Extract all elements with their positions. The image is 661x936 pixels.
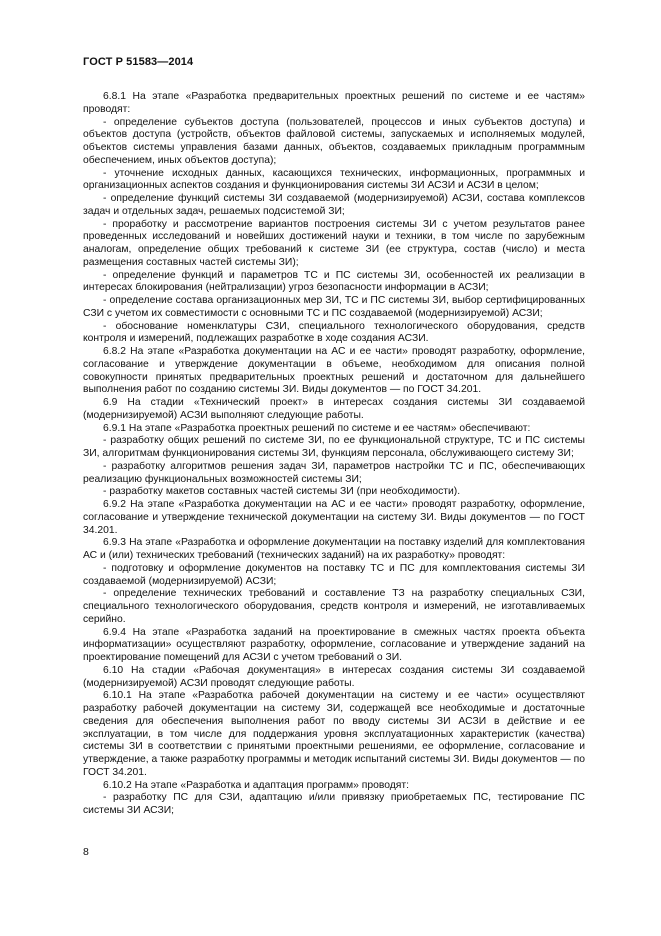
- paragraph: - разработку макетов составных частей системы ЗИ (при необходимости).: [103, 486, 461, 498]
- paragraph: - определение субъектов доступа (пользователей, процессов и иных субъектов доступа) и объектов доступа (устройств, объектов файловой системы, запускаемых и исполняемых модулей, объектов системы управления базами данных, объектов, создаваемых прикладным программным обеспечением, иных объектов доступа);: [83, 116, 585, 166]
- paragraph: - определение функций системы ЗИ создаваемой (модернизируемой) АСЗИ, состава комплексов задач и отдельных задач, решаемых подсистемой ЗИ;: [83, 193, 585, 217]
- paragraph: 6.9.4 На этапе «Разработка заданий на проектирование в смежных частях проекта объекта информатизации» осуществляют разработку, оформление, согласование и утверждение заданий на проектирование помещений для АСЗИ с учетом требований о ЗИ.: [83, 626, 585, 663]
- paragraph: 6.10.1 На этапе «Разработка рабочей документации на систему и ее части» осуществляют разработку рабочей документации на систему ЗИ, содержащей все необходимые и достаточные сведения для обеспечения выполнения работ по вводу системы ЗИ АСЗИ в действие и ее эксплуатации, в том числе для поддержания уровня эксплуатационных характеристик (качества) системы ЗИ в соответствии с принятыми проектными решениями, ее оформление, согласование и утверждение, а также разработку программы и методик испытаний системы ЗИ. Виды документов — по ГОСТ 34.201.: [83, 690, 585, 778]
- paragraph: - подготовку и оформление документов на поставку ТС и ПС для комплектования системы ЗИ создаваемой (модернизируемой) АСЗИ;: [83, 562, 585, 587]
- paragraph: - уточнение исходных данных, касающихся технических, информационных, программных и организационных аспектов создания и функционирования системы ЗИ АСЗИ и АСЗИ в целом;: [83, 167, 585, 192]
- paragraph: - обоснование номенклатуры СЗИ, специального технологического оборудования, средств контроля и измерений, подлежащих разработке в ходе создания АСЗИ.: [83, 320, 585, 345]
- paragraph: - разработку алгоритмов решения задач ЗИ, параметров настройки ТС и ПС, обеспечивающих реализацию функциональных возможностей системы ЗИ;: [83, 460, 585, 485]
- paragraph: - проработку и рассмотрение вариантов построения системы ЗИ с учетом результатов ранее проведенных исследований и новейших достижений науки и техники, в том числе по зарубежным аналогам, определение общих требований к системе ЗИ (ее структура, состав (число) и места размещения составных частей системы ЗИ);: [83, 218, 585, 268]
- page-number: 8: [83, 846, 89, 858]
- paragraph: - определение состава организационных мер ЗИ, ТС и ПС системы ЗИ, выбор сертифицированных СЗИ с учетом их совместимости с основными ТС и ПС создаваемой (модернизируемой) АСЗИ;: [83, 295, 585, 319]
- paragraph: - разработку общих решений по системе ЗИ, по ее функциональной структуре, ТС и ПС системы ЗИ, алгоритмам функционирования системы ЗИ, функциям персонала, обслуживающего систему ЗИ;: [83, 435, 585, 459]
- paragraph: 6.8.1 На этапе «Разработка предварительных проектных решений по системе и ее частям» проводят:: [83, 91, 585, 115]
- paragraph: - определение функций и параметров ТС и ПС системы ЗИ, особенностей их реализации в интересах блокирования (нейтрализации) угроз безопасности информации в АСЗИ;: [83, 269, 585, 294]
- paragraph: - определение технических требований и составление ТЗ на разработку специальных СЗИ, специального технологического оборудования, средств контроля и измерений, не изготавливаемых серийно.: [83, 588, 585, 625]
- paragraph: 6.10.2 На этапе «Разработка и адаптация программ» проводят:: [103, 779, 409, 791]
- paragraph: 6.8.2 На этапе «Разработка документации на АС и ее части» проводят разработку, оформление, согласование и утверждение документации в объеме, необходимом для описания полной совокупности принятых предварительных проектных решений и достаточном для дальнейшего выполнения работ по созданию системы ЗИ. Виды документов — по ГОСТ 34.201.: [83, 346, 585, 396]
- document-body: [83, 91, 585, 818]
- paragraph: 6.9.3 На этапе «Разработка и оформление документации на поставку изделий для комплектования АС и (или) технических требований (технических заданий) на их разработку» проводят:: [83, 537, 585, 561]
- paragraph: 6.9.1 На этапе «Разработка проектных решений по системе и ее частям» обеспечивают:: [103, 422, 531, 434]
- paragraph: 6.9 На стадии «Технический проект» в интересах создания системы ЗИ создаваемой (модернизируемой) АСЗИ выполняют следующие работы.: [83, 397, 585, 421]
- paragraph: - разработку ПС для СЗИ, адаптацию и/или привязку приобретаемых ПС, тестирование ПС системы ЗИ АСЗИ;: [83, 792, 585, 816]
- paragraph: 6.10 На стадии «Рабочая документация» в интересах создания системы ЗИ создаваемой (модернизируемой) АСЗИ проводят следующие работы.: [83, 664, 585, 689]
- paragraph: 6.9.2 На этапе «Разработка документации на АС и ее части» проводят разработку, оформление, согласование и утверждение технической документации на систему ЗИ. Виды документов — по ГОСТ 34.201.: [83, 499, 585, 536]
- standard-header: ГОСТ Р 51583—2014: [83, 56, 194, 68]
